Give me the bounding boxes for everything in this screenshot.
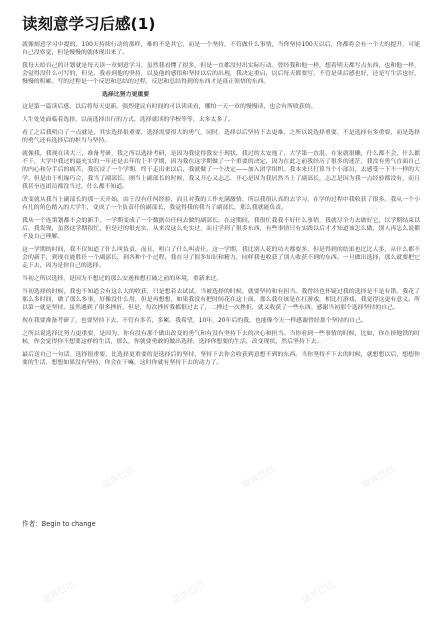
- paragraph: 当初选择的时候，我也不知道会有这么大的收获，只是想着去试试。当被选择的时候，就要坚持和有担当。我曾经也怀疑过我的选择是不是有错，我花了那么多时间，做了那么多事，好像没什么用，但是再想想，如果我没有把时间花在这上面，那么我在该是在打游戏，相比打游戏，我觉得这更有意义。所以第一就是坚持，虽然遇到了很多挫折，但是，每次挫折我都很过去了，二挫过一次挫折，就又收获了一些东西。感谢当初那个选择坚持的自己。: [22, 288, 420, 312]
- paragraph: 改变就从我当上副部长的那一天开始。由于没有任何经验，而且对我的工作充满激情，所以我很认真的去学习，在学的过程中我收获了很多。我从一个小有儿的角色踏入的大学生，变成了一个负责任的副部长，我觉得我的我当了副部长，那么我就能负责。: [22, 196, 420, 211]
- paragraph: 我从一个连策划都不会的新手，一学期变成了一个数据员任何去做的副部长。在这期间，我很忙我我不好什么事情，我就尽全力去做好它，以学期结束以后，我发现，虽然这学期很忙，但是过的很充实，从来没这么充实过，而且学到了很多东西，有些事情只有实践以后才才知道该怎么做，别人再怎么说都不及自己理解。: [22, 217, 420, 241]
- watermark: 道客巴巴: [360, 194, 397, 222]
- watermark: 道客巴巴: [240, 464, 277, 492]
- watermark: 道客巴巴: [300, 334, 337, 362]
- paragraph: 这是第一篇读后感，以后将每天更新。强烈建议有时间的可以读读看，哪怕一天一章的慢慢读，也会有所收获的。: [22, 104, 317, 111]
- paragraph: 这一学期的时间，我不仅知道了什么叫负责，而且，明白了什么叫责任。这一学期，我比别人花的功夫都要多，但是得到的结果也比比人多，从什么都不会的新手，到现在能胜任一个副部长，到各种个个过程，我在习了很多知识和精力，同样我也收获了别人收获不到的东西。一旦做出选择，那么就要把它走下去，因为是你自己的选择。: [22, 246, 420, 270]
- paragraph: 我每天给自己的计划就是每天读一章刻意学习，虽然我看懂了很多，但是一直都没付出实际行动。曾经我和他一样，想着明天都写点东西，也和他一样，会觉得没什么可写的，但是，我看到他的坚持，以及他的感悟和坚持以后的出现，我决定重启，以后每天都要写，不管是读后感也好，还是写生活也好，慢慢的积累。写的过程是一个反思和总结的过程，反思和总结得到的东西才是真正领悟的东西。: [22, 63, 420, 86]
- watermark: 道客巴巴: [240, 194, 277, 222]
- paragraph: 就像刻意学习中提的，100天持续行动的那样，难的不是其它，而是一个坚持，不管做什么事情，当你坚持100天以后，你都将会有一个大的提升，可能自己没察觉，但是慢慢的就体现出来了。: [22, 42, 420, 57]
- document-title: 读刻意学习后感(1): [22, 15, 156, 33]
- paragraph: 现在我要准备考研了，也要坚持下去，不管有多苦，多累。我希望，10年，20年后的我，也能像今天一样感谢曾经那个坚持的自己。: [22, 318, 367, 325]
- watermark: 道客巴巴: [40, 334, 77, 362]
- watermark: 道客巴巴: [300, 54, 337, 82]
- watermark: 道客巴巴: [100, 194, 137, 222]
- watermark: 道客巴巴: [300, 579, 337, 607]
- watermark: 道客巴巴: [170, 579, 207, 607]
- paragraph: 之所以说选择比努力更重要，是因为，你有没有那个做出改变的勇气和有没有坚持下去的决心和担当。当你看到一些事情的时候，比如，你在挤地铁的时候，你会觉得你不想要这样的生活，那么，你就要勇敢的做出选择，选择你想要的生活，改变现状，然后坚持下去。: [22, 330, 420, 346]
- watermark: 道客巴巴: [170, 334, 207, 362]
- section-heading: 选择比努力更重要: [102, 92, 150, 99]
- author-line: 作者：Begin to change: [22, 520, 96, 528]
- watermark: 道客巴巴: [360, 464, 397, 492]
- watermark: 道客巴巴: [170, 54, 207, 82]
- paragraph: 当初之所以选择，是因为不想过的那么安逸和想打破之前的环境，重新来过。: [22, 276, 223, 283]
- watermark: 道客巴巴: [100, 464, 137, 492]
- paragraph: 最后送自己一句话，选择很重要，比选择更重要的是选择后的坚持，坚持下去你会收获到意想不到的东西。当你坚持不下去的时候，就想想以后，想想你要的生活，想想如果没有坚持，你会在干嘛，这时你就有坚持下去的动力了。: [22, 351, 420, 367]
- paragraph: 看了之后我明白了一点就是，其实选择很重要，选择需要很大的勇气，同时，选择以后坚持下去更难，之所以说选择重要，不是选择有多重要，而是选择的勇气还有选择后的担当与坚持。: [22, 130, 420, 145]
- watermark: 道客巴巴: [40, 579, 77, 607]
- watermark: 道客巴巴: [40, 54, 77, 82]
- paragraph: 人生处处面临着选择，以前选择出行的方式，选择就读的学校等等，太多太多了。: [22, 117, 235, 124]
- document-page: [22, 14, 420, 372]
- paragraph: 就像我，我现在读大三，准备考研，我之所以选择考研，是因为我觉得我安于现状，我过的太安逸了，大学第一直混，在家就很懒，什么都不会，什么都不干，大学中我过的最充实的一年还是去年的上半学期，因为我在这学期做了一个重要的决定，因为在此之前我经历了很多的迷茫，我没有勇气直面自己的内心和分手后的痛苦，我沉浸了一个学期，终于走出来以后，我就做了一个决定——加入团学组织。我本来只打算当个小部员，去感受一下不一样的大学，但是由于机缘巧合，我当了副部长，刚当上副部长的时候，我又开心又忐忑，开心是因为我居然当上了副部长，忐忑是因为我一点经验都没有，而且我甚至连团员都没当过，什么都不知道。: [22, 151, 420, 190]
